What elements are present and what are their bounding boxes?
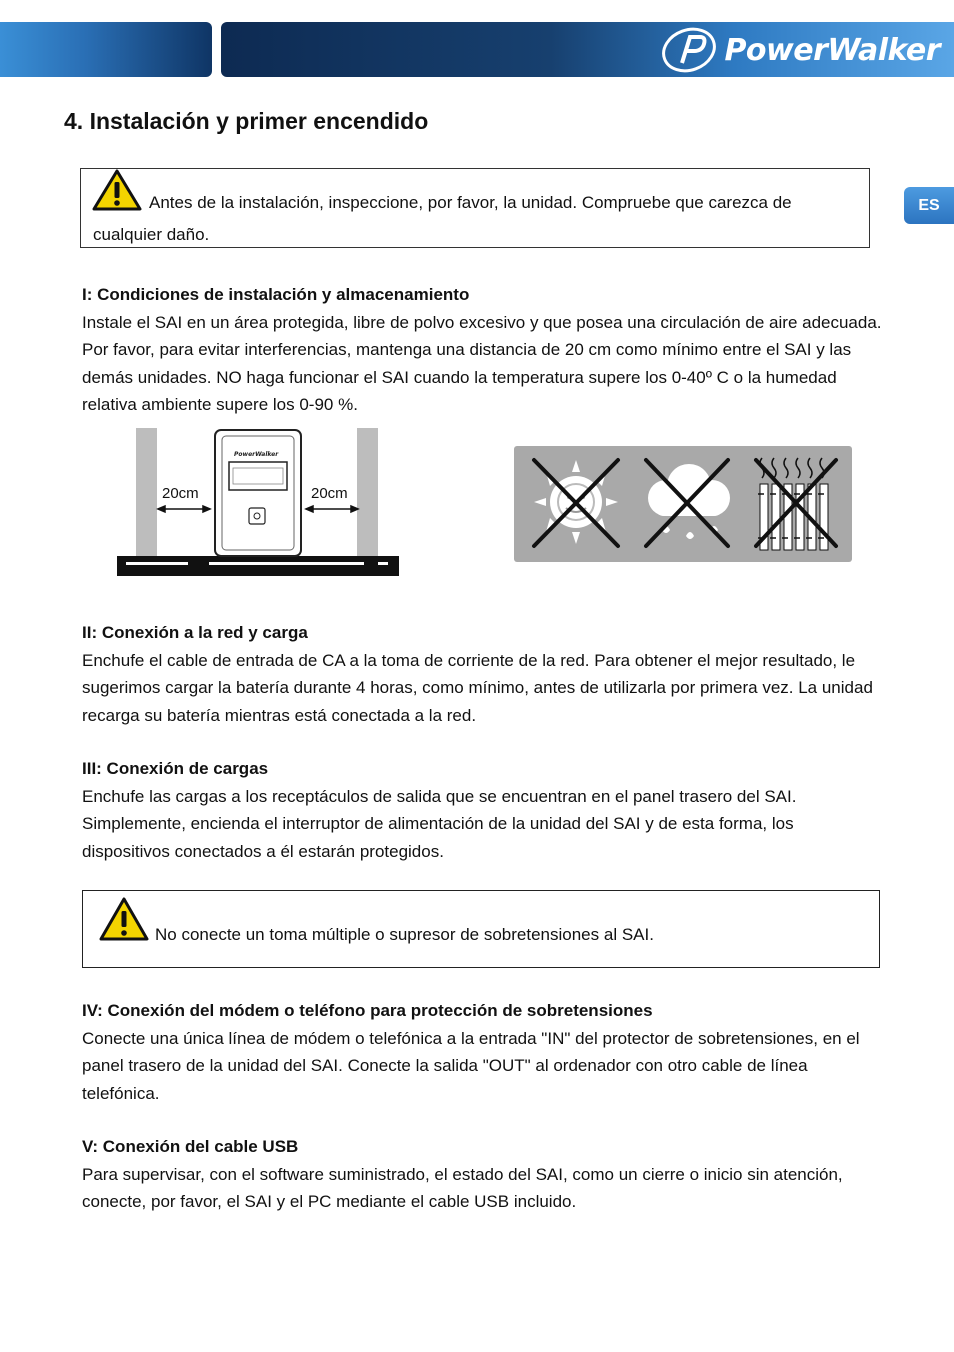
clearance-diagram [116, 428, 400, 578]
notice-inspection-text: Antes de la instalación, inspeccione, por favor, la unidad. Compruebe que carezca de cualquier daño. [93, 193, 792, 244]
notice-surge-text: No conecte un toma múltiple o supresor de sobretensiones al SAI. [155, 925, 654, 944]
warning-triangle-icon [99, 897, 149, 941]
warning-notice-inspection [80, 168, 870, 248]
ups-brand-label: PowerWalker [234, 451, 279, 458]
section-body: Conecte una única línea de módem o telefónica a la entrada "IN" del protector de sobretensiones, en el panel trasero de la unidad del SAI. Conecte la salida "OUT" al ordenador con otro cable de línea telefónica. [82, 1028, 860, 1103]
left-distance-label: 20cm [162, 485, 199, 502]
language-tab[interactable]: ES [904, 187, 954, 224]
section-body: Para supervisar, con el software suministrado, el estado del SAI, como un cierre o inicio sin atención, conecte, por favor, el SAI y el PC mediante el cable USB incluido. [82, 1164, 843, 1211]
section-mains-connection [82, 619, 882, 729]
section-load-connection [82, 755, 882, 865]
left-wall [136, 428, 157, 558]
section-usb-connection [82, 1133, 882, 1216]
powerwalker-logo-icon [660, 27, 718, 73]
right-arrow-icon [306, 506, 358, 512]
shelf-base [117, 556, 399, 576]
ups-power-button-icon [249, 508, 265, 524]
right-wall [357, 428, 378, 558]
brand-logo [660, 26, 940, 74]
section-heading: II: Conexión a la red y carga [82, 623, 308, 642]
warning-triangle-icon [92, 169, 142, 211]
warning-notice-surge [82, 890, 880, 968]
section-heading: I: Condiciones de instalación y almacenamiento [82, 285, 470, 304]
prohibited-conditions-diagram [514, 446, 852, 562]
brand-name: PowerWalker [724, 32, 940, 68]
section-heading: III: Conexión de cargas [82, 759, 269, 778]
section-body: Instale el SAI en un área protegida, libre de polvo excesivo y que posea una circulación de aire adecuada. Por favor, para evitar interferencias, mantenga una distancia de 20 cm como mínimo entre el SAI y las demás unidades. NO haga funcionar el SAI cuando la temperatura supere los 0-40º C o la humedad relativa ambiente supere los 0-90 %. [82, 312, 882, 414]
section-body: Enchufe el cable de entrada de CA a la toma de corriente de la red. Para obtener el mejor resultado, le sugerimos cargar la batería durante 4 horas, como mínimo, antes de utilizarla por primera vez. La unidad recarga su batería mientras está conectada a la red. [82, 650, 873, 725]
section-heading: V: Conexión del cable USB [82, 1137, 299, 1156]
section-modem-protection [82, 997, 882, 1107]
section-installation-conditions [82, 281, 882, 419]
left-arrow-icon [158, 506, 210, 512]
ups-unit [215, 430, 301, 556]
section-heading: IV: Conexión del módem o teléfono para protección de sobretensiones [82, 1001, 653, 1020]
page-title: 4. Instalación y primer encendido [64, 108, 429, 134]
section-body: Enchufe las cargas a los receptáculos de salida que se encuentran en el panel trasero del SAI. Simplemente, encienda el interruptor de alimentación de la unidad del SAI y de esta forma, los dispositivos conectados a él estarán protegidos. [82, 786, 797, 861]
header-bar-left [0, 22, 212, 77]
ups-lcd-screen [229, 462, 287, 490]
right-distance-label: 20cm [311, 485, 348, 502]
